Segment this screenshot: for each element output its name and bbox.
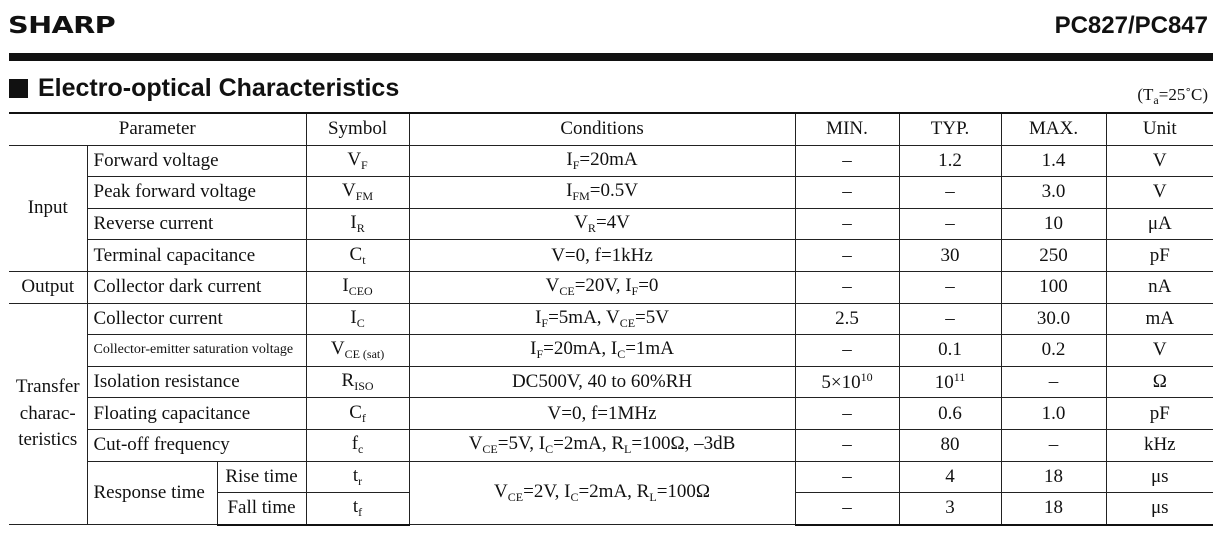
unit-cell: Ω — [1106, 366, 1213, 398]
group-transfer-line3: teristics — [18, 429, 78, 451]
col-header-max: MAX. — [1001, 113, 1106, 145]
table-row — [9, 208, 1213, 240]
min-cell: – — [795, 271, 899, 303]
max-cell: 1.0 — [1001, 398, 1106, 430]
unit-cell: pF — [1106, 240, 1213, 272]
conditions-cell: V=0, f=1MHz — [409, 398, 795, 430]
col-header-unit: Unit — [1106, 113, 1213, 145]
table-row — [9, 145, 1213, 177]
unit-cell: pF — [1106, 398, 1213, 430]
conditions-cell: $I_{FM}=0.5V$ — [409, 177, 795, 209]
typ-cell: – — [899, 208, 1001, 240]
conditions-cell: V=0, f=1kHz — [409, 240, 795, 272]
typ-cell: 1.2 — [899, 145, 1001, 177]
conditions-cell: $I_F=5mA$, $V_{CE}=5V$ — [409, 303, 795, 335]
group-input: Input — [9, 145, 87, 271]
max-cell: 1.4 — [1001, 145, 1106, 177]
conditions-cell: $V_{CE}=2V$, $I_C=2mA$, $R_L=100\Omega$ — [409, 461, 795, 525]
unit-cell: μA — [1106, 208, 1213, 240]
conditions-cell: $V_{CE}=5V$, $I_C=2mA$, $R_L=100\Omega$, –3dB — [409, 429, 795, 461]
symbol-cell: $t_r$ — [306, 461, 409, 493]
unit-cell: V — [1106, 335, 1213, 367]
col-header-parameter: Parameter — [9, 113, 306, 145]
table-header-row — [9, 113, 1213, 145]
param-cell: Isolation resistance — [87, 366, 306, 398]
param-cell: Rise time — [217, 461, 306, 493]
table-row — [9, 429, 1213, 461]
min-cell: 2.5 — [795, 303, 899, 335]
conditions-cell: $I_F=20mA$, $I_C=1mA$ — [409, 335, 795, 367]
col-header-min: MIN. — [795, 113, 899, 145]
max-cell: 18 — [1001, 493, 1106, 525]
header-rule — [9, 53, 1213, 61]
min-cell: – — [795, 240, 899, 272]
table-row — [9, 240, 1213, 272]
symbol-cell: $C_f$ — [306, 398, 409, 430]
typ-cell: – — [899, 177, 1001, 209]
unit-cell: V — [1106, 177, 1213, 209]
symbol-cell: $R_{ISO}$ — [306, 366, 409, 398]
conditions-cell: DC500V, 40 to 60%RH — [409, 366, 795, 398]
unit-cell: nA — [1106, 271, 1213, 303]
group-transfer-line1: Transfer — [15, 376, 80, 397]
param-cell: Reverse current — [87, 208, 306, 240]
min-cell: – — [795, 493, 899, 525]
table-row — [9, 177, 1213, 209]
symbol-cell: $V_{CE (sat)}$ — [306, 335, 409, 367]
table-row — [9, 335, 1213, 367]
group-transfer — [9, 303, 87, 525]
symbol-cell: $I_R$ — [306, 208, 409, 240]
max-cell: – — [1001, 429, 1106, 461]
model-number: PC827/PC847 — [1054, 12, 1208, 39]
table-row — [9, 303, 1213, 335]
unit-cell: μs — [1106, 461, 1213, 493]
param-cell: Collector dark current — [87, 271, 306, 303]
unit-cell: μs — [1106, 493, 1213, 525]
square-bullet-icon — [9, 79, 28, 98]
min-cell: – — [795, 461, 899, 493]
symbol-cell: $f_c$ — [306, 429, 409, 461]
min-cell: – — [795, 398, 899, 430]
symbol-cell: $t_f$ — [306, 493, 409, 525]
table-row — [9, 366, 1213, 398]
param-cell: Terminal capacitance — [87, 240, 306, 272]
typ-cell: 80 — [899, 429, 1001, 461]
param-cell: Collector current — [87, 303, 306, 335]
max-cell: 10 — [1001, 208, 1106, 240]
conditions-cell: $I_F=20mA$ — [409, 145, 795, 177]
param-cell: Collector-emitter saturation voltage — [87, 335, 306, 367]
param-cell: Cut-off frequency — [87, 429, 306, 461]
unit-cell: kHz — [1106, 429, 1213, 461]
min-cell: – — [795, 429, 899, 461]
symbol-cell: $C_t$ — [306, 240, 409, 272]
characteristics-table — [9, 112, 1213, 526]
max-cell: – — [1001, 366, 1106, 398]
param-cell: Peak forward voltage — [87, 177, 306, 209]
symbol-cell: $V_{FM}$ — [306, 177, 409, 209]
min-cell: – — [795, 208, 899, 240]
unit-cell: V — [1106, 145, 1213, 177]
max-cell: 18 — [1001, 461, 1106, 493]
group-output: Output — [9, 271, 87, 303]
section-title: Electro-optical Characteristics — [38, 74, 400, 102]
min-cell: – — [795, 145, 899, 177]
section-heading — [9, 74, 399, 103]
typ-cell: 0.6 — [899, 398, 1001, 430]
conditions-cell: $V_{CE}=20V$, $I_F=0$ — [409, 271, 795, 303]
col-header-conditions: Conditions — [409, 113, 795, 145]
min-cell: – — [795, 177, 899, 209]
max-cell: 100 — [1001, 271, 1106, 303]
param-cell: Forward voltage — [87, 145, 306, 177]
typ-cell: – — [899, 303, 1001, 335]
typ-cell: – — [899, 271, 1001, 303]
symbol-cell: $I_{CEO}$ — [306, 271, 409, 303]
max-cell: 0.2 — [1001, 335, 1106, 367]
param-cell: Fall time — [217, 493, 306, 525]
group-transfer-line2: charac- — [19, 402, 76, 424]
symbol-cell: $V_F$ — [306, 145, 409, 177]
max-cell: 250 — [1001, 240, 1106, 272]
col-header-typ: TYP. — [899, 113, 1001, 145]
typ-cell: 0.1 — [899, 335, 1001, 367]
table-row — [9, 271, 1213, 303]
response-time-label: Response time — [87, 461, 217, 525]
typ-cell: $10^{11}$ — [899, 366, 1001, 398]
table-row — [9, 461, 1213, 493]
table-row — [9, 398, 1213, 430]
max-cell: 30.0 — [1001, 303, 1106, 335]
ambient-condition: $(T_a=25˚C)$ — [1137, 85, 1208, 107]
conditions-cell: $V_R=4V$ — [409, 208, 795, 240]
min-cell: $5\times 10^{10}$ — [795, 366, 899, 398]
min-cell: – — [795, 335, 899, 367]
typ-cell: 3 — [899, 493, 1001, 525]
max-cell: 3.0 — [1001, 177, 1106, 209]
param-cell: Floating capacitance — [87, 398, 306, 430]
typ-cell: 4 — [899, 461, 1001, 493]
typ-cell: 30 — [899, 240, 1001, 272]
symbol-cell: $I_C$ — [306, 303, 409, 335]
unit-cell: mA — [1106, 303, 1213, 335]
col-header-symbol: Symbol — [306, 113, 409, 145]
brand-logo: SHARP — [8, 13, 116, 39]
